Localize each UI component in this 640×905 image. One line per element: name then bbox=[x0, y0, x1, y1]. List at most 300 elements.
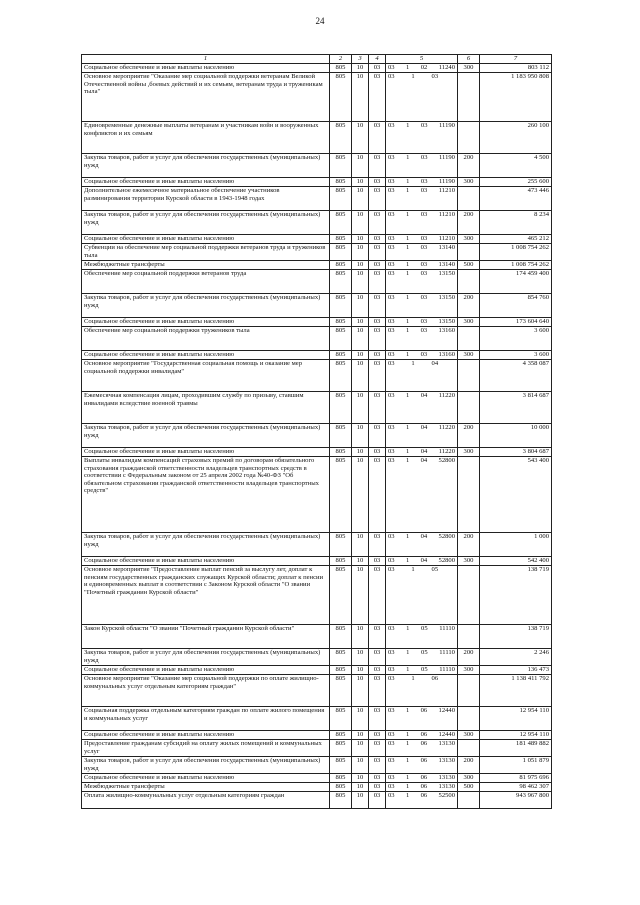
row-csr-cell bbox=[386, 327, 458, 351]
row-pr-cell: 03 bbox=[369, 666, 386, 675]
csr-subprogram: 1 bbox=[405, 351, 410, 358]
csr-program: 03 bbox=[388, 757, 395, 764]
csr-program: 03 bbox=[388, 448, 395, 455]
csr-subprogram: 1 bbox=[405, 533, 410, 540]
row-rz-cell: 10 bbox=[352, 392, 369, 424]
csr-activity: 04 bbox=[420, 448, 428, 455]
row-vr-cell bbox=[458, 360, 480, 392]
row-name-cell: Социальное обеспечение и иные выплаты населению bbox=[82, 318, 330, 327]
row-sum-cell: 1 000 bbox=[480, 533, 552, 557]
row-rz-cell: 10 bbox=[352, 792, 369, 809]
row-sum-cell: 3 600 bbox=[480, 327, 552, 351]
table-row bbox=[82, 675, 552, 707]
row-vr-cell: 300 bbox=[458, 557, 480, 566]
row-rz-cell: 10 bbox=[352, 533, 369, 557]
row-vr-cell bbox=[458, 73, 480, 122]
csr-code bbox=[388, 457, 455, 465]
row-vr-cell: 200 bbox=[458, 533, 480, 557]
csr-code bbox=[388, 244, 455, 252]
row-gr-cell: 805 bbox=[330, 294, 352, 318]
row-rz-cell: 10 bbox=[352, 675, 369, 707]
csr-activity: 03 bbox=[420, 261, 428, 268]
table-row bbox=[82, 351, 552, 360]
csr-program: 03 bbox=[388, 740, 395, 747]
row-sum-cell: 543 400 bbox=[480, 457, 552, 533]
table-row bbox=[82, 666, 552, 675]
table-row bbox=[82, 64, 552, 73]
row-vr-cell bbox=[458, 270, 480, 294]
csr-program: 03 bbox=[388, 73, 395, 80]
row-name-cell: Социальное обеспечение и иные выплаты населению bbox=[82, 178, 330, 187]
csr-code bbox=[388, 294, 455, 302]
row-gr-cell: 805 bbox=[330, 757, 352, 774]
csr-program: 03 bbox=[388, 270, 395, 277]
csr-activity: 04 bbox=[431, 360, 439, 367]
csr-code bbox=[388, 178, 455, 186]
csr-program: 03 bbox=[388, 178, 395, 185]
csr-code bbox=[388, 557, 455, 565]
row-name-cell: Межбюджетные трансферты bbox=[82, 261, 330, 270]
csr-program: 03 bbox=[388, 424, 395, 431]
row-gr-cell: 805 bbox=[330, 178, 352, 187]
row-pr-cell: 03 bbox=[369, 351, 386, 360]
row-pr-cell: 03 bbox=[369, 73, 386, 122]
row-pr-cell: 03 bbox=[369, 731, 386, 740]
table-row bbox=[82, 757, 552, 774]
row-vr-cell: 300 bbox=[458, 731, 480, 740]
table-row bbox=[82, 235, 552, 244]
row-vr-cell: 200 bbox=[458, 154, 480, 178]
row-name-cell: Единовременные денежные выплаты ветеранам и участникам войн и вооруженных конфликтов и их семьям bbox=[82, 122, 330, 154]
row-sum-cell: 473 446 bbox=[480, 187, 552, 211]
row-vr-cell: 500 bbox=[458, 261, 480, 270]
row-rz-cell: 10 bbox=[352, 187, 369, 211]
csr-program: 03 bbox=[388, 783, 395, 790]
row-pr-cell: 03 bbox=[369, 757, 386, 774]
row-pr-cell: 03 bbox=[369, 783, 386, 792]
row-csr-cell bbox=[386, 360, 458, 392]
row-csr-cell bbox=[386, 294, 458, 318]
csr-activity: 05 bbox=[431, 566, 439, 573]
csr-subprogram: 1 bbox=[405, 740, 410, 747]
csr-activity: 04 bbox=[420, 533, 428, 540]
csr-subprogram: 1 bbox=[411, 73, 415, 80]
csr-activity: 03 bbox=[420, 270, 428, 277]
row-gr-cell: 805 bbox=[330, 448, 352, 457]
csr-activity: 03 bbox=[420, 187, 428, 194]
csr-subprogram: 1 bbox=[405, 457, 410, 464]
csr-program: 03 bbox=[388, 707, 395, 714]
csr-code bbox=[388, 707, 455, 715]
row-gr-cell: 805 bbox=[330, 270, 352, 294]
csr-code bbox=[388, 327, 455, 335]
csr-program: 03 bbox=[388, 64, 395, 71]
csr-direction: 11240 bbox=[438, 64, 455, 71]
table-row bbox=[82, 448, 552, 457]
table-row bbox=[82, 424, 552, 448]
row-rz-cell: 10 bbox=[352, 649, 369, 666]
row-sum-cell: 465 212 bbox=[480, 235, 552, 244]
csr-code bbox=[388, 318, 455, 326]
row-pr-cell: 03 bbox=[369, 235, 386, 244]
csr-direction: 13160 bbox=[438, 351, 455, 358]
row-csr-cell bbox=[386, 792, 458, 809]
row-sum-cell: 8 234 bbox=[480, 211, 552, 235]
row-name-cell: Оплата жилищно-коммунальных услуг отдельным категориям граждан bbox=[82, 792, 330, 809]
csr-subprogram: 1 bbox=[406, 666, 410, 673]
csr-activity: 03 bbox=[420, 122, 428, 129]
row-sum-cell: 3 804 687 bbox=[480, 448, 552, 457]
row-vr-cell bbox=[458, 740, 480, 757]
row-gr-cell: 805 bbox=[330, 731, 352, 740]
row-gr-cell: 805 bbox=[330, 675, 352, 707]
row-rz-cell: 10 bbox=[352, 244, 369, 261]
row-rz-cell: 10 bbox=[352, 122, 369, 154]
row-rz-cell: 10 bbox=[352, 625, 369, 649]
col-header-sum: 7 bbox=[480, 55, 552, 64]
row-csr-cell bbox=[386, 649, 458, 666]
row-vr-cell bbox=[458, 675, 480, 707]
row-rz-cell: 10 bbox=[352, 211, 369, 235]
row-vr-cell bbox=[458, 187, 480, 211]
row-gr-cell: 805 bbox=[330, 122, 352, 154]
row-csr-cell bbox=[386, 244, 458, 261]
csr-activity: 02 bbox=[420, 64, 428, 71]
csr-activity: 03 bbox=[420, 318, 428, 325]
row-vr-cell: 200 bbox=[458, 757, 480, 774]
row-vr-cell: 300 bbox=[458, 351, 480, 360]
row-vr-cell bbox=[458, 392, 480, 424]
csr-code bbox=[388, 73, 455, 81]
csr-subprogram: 1 bbox=[406, 154, 410, 161]
table-row bbox=[82, 187, 552, 211]
csr-subprogram: 1 bbox=[406, 392, 410, 399]
csr-code bbox=[388, 448, 455, 456]
csr-direction: 11210 bbox=[438, 211, 455, 218]
row-name-cell: Выплаты инвалидам компенсаций страховых премий по договорам обязательного страхования гражданской ответственности владельцев транспортных средств в соответствии с Федеральным законом от 25 апреля 2002 года №40-ФЗ "Об обязательном страховании гражданской ответственности владельцев транспортных средств" bbox=[82, 457, 330, 533]
csr-activity: 04 bbox=[420, 424, 428, 431]
row-pr-cell: 03 bbox=[369, 774, 386, 783]
row-sum-cell: 854 760 bbox=[480, 294, 552, 318]
csr-program: 03 bbox=[388, 261, 395, 268]
row-vr-cell bbox=[458, 707, 480, 731]
row-pr-cell: 03 bbox=[369, 533, 386, 557]
csr-activity: 04 bbox=[420, 557, 428, 564]
row-gr-cell: 805 bbox=[330, 566, 352, 625]
csr-code bbox=[388, 360, 455, 368]
csr-program: 03 bbox=[388, 392, 395, 399]
row-csr-cell bbox=[386, 731, 458, 740]
row-name-cell: Закупка товаров, работ и услуг для обеспечения государственных (муниципальных) нужд bbox=[82, 294, 330, 318]
row-pr-cell: 03 bbox=[369, 244, 386, 261]
row-gr-cell: 805 bbox=[330, 792, 352, 809]
csr-activity: 06 bbox=[431, 675, 439, 682]
csr-activity: 03 bbox=[420, 235, 428, 242]
row-rz-cell: 10 bbox=[352, 73, 369, 122]
row-name-cell: Социальное обеспечение и иные выплаты населению bbox=[82, 235, 330, 244]
csr-code bbox=[388, 270, 455, 278]
row-vr-cell bbox=[458, 625, 480, 649]
csr-direction: 12440 bbox=[438, 731, 455, 738]
row-rz-cell: 10 bbox=[352, 566, 369, 625]
csr-direction: 13130 bbox=[438, 783, 455, 790]
col-header-csr: 5 bbox=[386, 55, 458, 64]
csr-direction: 11220 bbox=[438, 392, 455, 399]
csr-program: 03 bbox=[388, 533, 395, 540]
row-rz-cell: 10 bbox=[352, 64, 369, 73]
csr-direction: 11190 bbox=[438, 154, 455, 161]
row-sum-cell: 173 604 640 bbox=[480, 318, 552, 327]
table-row bbox=[82, 261, 552, 270]
row-gr-cell: 805 bbox=[330, 457, 352, 533]
row-sum-cell: 81 975 696 bbox=[480, 774, 552, 783]
row-rz-cell: 10 bbox=[352, 294, 369, 318]
csr-program: 03 bbox=[388, 294, 395, 301]
row-sum-cell: 138 719 bbox=[480, 566, 552, 625]
row-rz-cell: 10 bbox=[352, 731, 369, 740]
row-pr-cell: 03 bbox=[369, 64, 386, 73]
row-sum-cell: 98 462 307 bbox=[480, 783, 552, 792]
csr-subprogram: 1 bbox=[406, 448, 410, 455]
row-vr-cell: 300 bbox=[458, 774, 480, 783]
csr-program: 03 bbox=[388, 351, 395, 358]
row-rz-cell: 10 bbox=[352, 235, 369, 244]
row-name-cell: Закупка товаров, работ и услуг для обеспечения государственных (муниципальных) нужд bbox=[82, 211, 330, 235]
csr-program: 03 bbox=[388, 731, 395, 738]
row-csr-cell bbox=[386, 351, 458, 360]
row-pr-cell: 03 bbox=[369, 327, 386, 351]
row-sum-cell: 1 008 754 262 bbox=[480, 261, 552, 270]
row-csr-cell bbox=[386, 675, 458, 707]
row-name-cell: Обеспечение мер социальной поддержки тружеников тыла bbox=[82, 327, 330, 351]
row-csr-cell bbox=[386, 122, 458, 154]
row-rz-cell: 10 bbox=[352, 424, 369, 448]
csr-code bbox=[388, 731, 455, 739]
row-gr-cell: 805 bbox=[330, 244, 352, 261]
row-name-cell: Обеспечение мер социальной поддержки ветеранов труда bbox=[82, 270, 330, 294]
csr-direction: 52500 bbox=[438, 792, 455, 799]
row-pr-cell: 03 bbox=[369, 122, 386, 154]
csr-subprogram: 1 bbox=[405, 294, 410, 301]
csr-direction: 52800 bbox=[438, 533, 455, 540]
col-header-name: 1 bbox=[82, 55, 330, 64]
row-rz-cell: 10 bbox=[352, 178, 369, 187]
row-gr-cell: 805 bbox=[330, 740, 352, 757]
row-name-cell: Закупка товаров, работ и услуг для обеспечения государственных (муниципальных) нужд bbox=[82, 533, 330, 557]
csr-activity: 06 bbox=[420, 731, 428, 738]
row-sum-cell: 2 246 bbox=[480, 649, 552, 666]
row-pr-cell: 03 bbox=[369, 294, 386, 318]
csr-code bbox=[388, 392, 455, 400]
row-sum-cell: 1 051 879 bbox=[480, 757, 552, 774]
row-pr-cell: 03 bbox=[369, 178, 386, 187]
row-name-cell: Социальное обеспечение и иные выплаты населению bbox=[82, 448, 330, 457]
row-gr-cell: 805 bbox=[330, 261, 352, 270]
row-vr-cell: 200 bbox=[458, 424, 480, 448]
csr-code bbox=[388, 649, 455, 657]
csr-program: 03 bbox=[388, 457, 395, 464]
row-name-cell: Социальное обеспечение и иные выплаты населению bbox=[82, 64, 330, 73]
csr-program: 03 bbox=[388, 211, 395, 218]
csr-activity: 05 bbox=[421, 666, 428, 673]
row-csr-cell bbox=[386, 270, 458, 294]
csr-subprogram: 1 bbox=[405, 244, 410, 251]
row-sum-cell: 3 600 bbox=[480, 351, 552, 360]
csr-direction: 13150 bbox=[438, 318, 455, 325]
csr-activity: 04 bbox=[420, 457, 428, 464]
col-header-rz: 3 bbox=[352, 55, 369, 64]
row-vr-cell: 200 bbox=[458, 294, 480, 318]
csr-program: 03 bbox=[388, 154, 395, 161]
row-csr-cell bbox=[386, 392, 458, 424]
row-gr-cell: 805 bbox=[330, 211, 352, 235]
row-pr-cell: 03 bbox=[369, 187, 386, 211]
csr-subprogram: 1 bbox=[405, 557, 410, 564]
csr-program: 03 bbox=[388, 327, 395, 334]
row-rz-cell: 10 bbox=[352, 740, 369, 757]
row-csr-cell bbox=[386, 187, 458, 211]
row-sum-cell: 3 814 687 bbox=[480, 392, 552, 424]
table-row bbox=[82, 244, 552, 261]
row-gr-cell: 805 bbox=[330, 783, 352, 792]
row-pr-cell: 03 bbox=[369, 675, 386, 707]
row-gr-cell: 805 bbox=[330, 187, 352, 211]
csr-activity: 04 bbox=[420, 392, 428, 399]
csr-direction: 13130 bbox=[438, 757, 455, 764]
row-name-cell: Социальное обеспечение и иные выплаты населению bbox=[82, 351, 330, 360]
csr-subprogram: 1 bbox=[406, 235, 410, 242]
row-rz-cell: 10 bbox=[352, 448, 369, 457]
row-name-cell: Ежемесячная компенсация лицам, проходившим службу по призыву, ставшим инвалидами вследствие военной травмы bbox=[82, 392, 330, 424]
csr-direction: 11220 bbox=[438, 448, 455, 455]
row-sum-cell: 1 138 411 792 bbox=[480, 675, 552, 707]
row-gr-cell: 805 bbox=[330, 557, 352, 566]
row-csr-cell bbox=[386, 64, 458, 73]
table-row bbox=[82, 392, 552, 424]
row-gr-cell: 805 bbox=[330, 351, 352, 360]
row-gr-cell: 805 bbox=[330, 707, 352, 731]
csr-subprogram: 1 bbox=[405, 270, 410, 277]
row-name-cell: Социальное обеспечение и иные выплаты населению bbox=[82, 731, 330, 740]
csr-code bbox=[388, 122, 455, 130]
row-gr-cell: 805 bbox=[330, 533, 352, 557]
csr-subprogram: 1 bbox=[406, 64, 410, 71]
csr-code bbox=[388, 187, 455, 195]
csr-code bbox=[388, 675, 455, 683]
row-gr-cell: 805 bbox=[330, 774, 352, 783]
row-pr-cell: 03 bbox=[369, 792, 386, 809]
csr-subprogram: 1 bbox=[406, 122, 410, 129]
csr-code bbox=[388, 424, 455, 432]
row-pr-cell: 03 bbox=[369, 649, 386, 666]
csr-program: 03 bbox=[388, 122, 395, 129]
row-rz-cell: 10 bbox=[352, 707, 369, 731]
csr-activity: 06 bbox=[420, 707, 428, 714]
table-row bbox=[82, 557, 552, 566]
row-csr-cell bbox=[386, 533, 458, 557]
row-vr-cell: 300 bbox=[458, 318, 480, 327]
row-name-cell: Субвенции на обеспечение мер социальной поддержки ветеранов труда и тружеников тыла bbox=[82, 244, 330, 261]
table-row bbox=[82, 457, 552, 533]
csr-subprogram: 1 bbox=[411, 675, 415, 682]
csr-program: 03 bbox=[388, 557, 395, 564]
row-csr-cell bbox=[386, 557, 458, 566]
csr-direction: 11190 bbox=[438, 178, 455, 185]
csr-program: 03 bbox=[388, 235, 395, 242]
row-name-cell: Закупка товаров, работ и услуг для обеспечения государственных (муниципальных) нужд bbox=[82, 757, 330, 774]
row-pr-cell: 03 bbox=[369, 318, 386, 327]
csr-program: 03 bbox=[388, 360, 395, 367]
csr-activity: 03 bbox=[420, 211, 428, 218]
row-csr-cell bbox=[386, 424, 458, 448]
row-pr-cell: 03 bbox=[369, 448, 386, 457]
table-row bbox=[82, 783, 552, 792]
csr-direction: 13150 bbox=[438, 270, 455, 277]
row-sum-cell: 255 600 bbox=[480, 178, 552, 187]
row-name-cell: Закон Курской области "О звании "Почетный гражданин Курской области" bbox=[82, 625, 330, 649]
csr-code bbox=[388, 261, 455, 269]
row-csr-cell bbox=[386, 774, 458, 783]
csr-direction: 13160 bbox=[438, 327, 455, 334]
row-csr-cell bbox=[386, 211, 458, 235]
row-vr-cell: 300 bbox=[458, 448, 480, 457]
csr-direction: 13130 bbox=[438, 740, 455, 747]
csr-subprogram: 1 bbox=[406, 187, 410, 194]
csr-activity: 03 bbox=[420, 178, 428, 185]
csr-code bbox=[388, 625, 455, 633]
row-sum-cell: 260 100 bbox=[480, 122, 552, 154]
csr-direction: 13140 bbox=[438, 244, 455, 251]
csr-code bbox=[388, 740, 455, 748]
row-name-cell: Социальное обеспечение и иные выплаты населению bbox=[82, 774, 330, 783]
row-pr-cell: 03 bbox=[369, 261, 386, 270]
row-pr-cell: 03 bbox=[369, 625, 386, 649]
csr-direction: 13150 bbox=[438, 294, 455, 301]
csr-direction: 11110 bbox=[439, 649, 455, 656]
row-sum-cell: 1 008 754 262 bbox=[480, 244, 552, 261]
csr-subprogram: 1 bbox=[406, 625, 410, 632]
csr-program: 03 bbox=[388, 792, 395, 799]
csr-code bbox=[388, 774, 455, 782]
table-row bbox=[82, 625, 552, 649]
row-csr-cell bbox=[386, 235, 458, 244]
table-row bbox=[82, 211, 552, 235]
row-vr-cell: 200 bbox=[458, 649, 480, 666]
row-csr-cell bbox=[386, 178, 458, 187]
table-row bbox=[82, 73, 552, 122]
table-row bbox=[82, 740, 552, 757]
table-row bbox=[82, 792, 552, 809]
csr-program: 03 bbox=[388, 318, 395, 325]
row-name-cell: Закупка товаров, работ и услуг для обеспечения государственных (муниципальных) нужд bbox=[82, 424, 330, 448]
csr-subprogram: 1 bbox=[406, 649, 410, 656]
csr-activity: 03 bbox=[431, 73, 439, 80]
csr-activity: 03 bbox=[420, 294, 428, 301]
csr-program: 03 bbox=[388, 649, 395, 656]
csr-subprogram: 1 bbox=[405, 327, 410, 334]
col-header-pr: 4 bbox=[369, 55, 386, 64]
row-sum-cell: 1 183 950 808 bbox=[480, 73, 552, 122]
csr-code bbox=[388, 533, 455, 541]
row-rz-cell: 10 bbox=[352, 783, 369, 792]
csr-activity: 03 bbox=[420, 244, 428, 251]
table-row bbox=[82, 294, 552, 318]
row-name-cell: Закупка товаров, работ и услуг для обеспечения государственных (муниципальных) нужд bbox=[82, 649, 330, 666]
row-csr-cell bbox=[386, 73, 458, 122]
table-row bbox=[82, 318, 552, 327]
table-row bbox=[82, 327, 552, 351]
row-gr-cell: 805 bbox=[330, 235, 352, 244]
